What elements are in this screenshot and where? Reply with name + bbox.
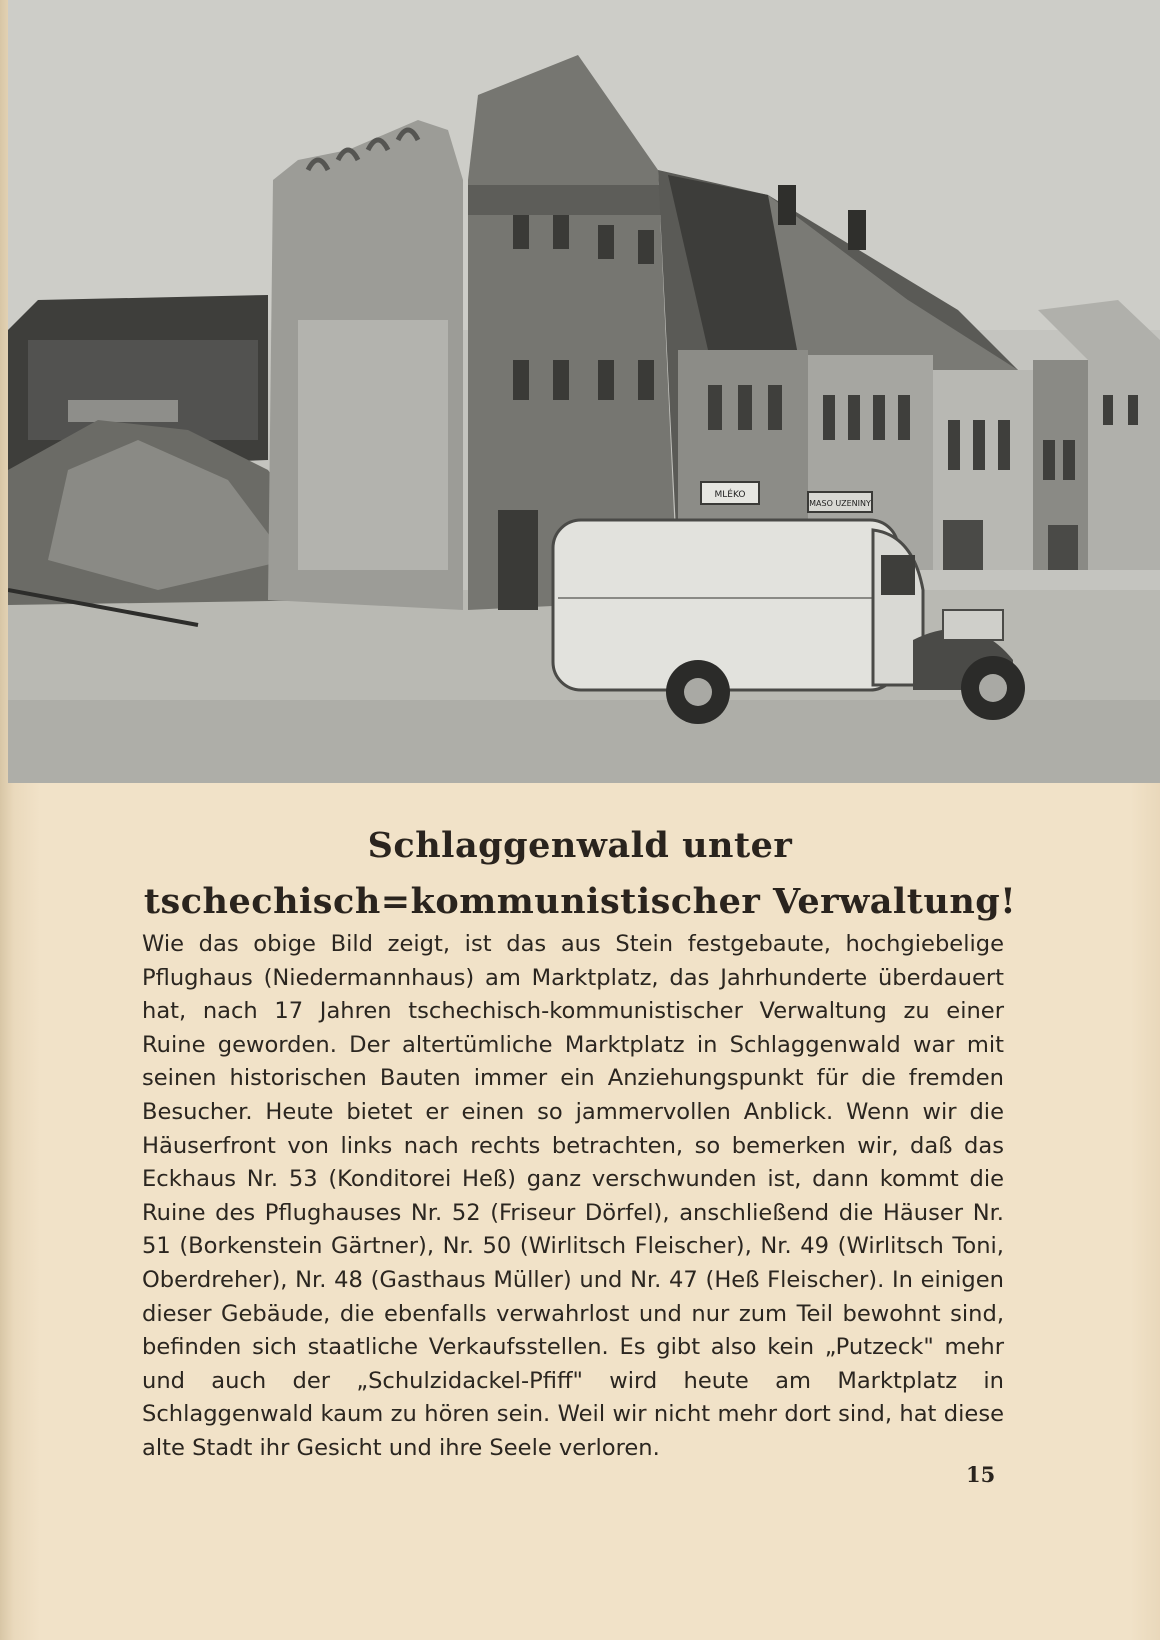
- article-body: Wie das obige Bild zeigt, ist das aus Stein festgebaute, hochgiebelige Pflughaus (Niedermannhaus) am Marktplatz, das Jahrhunderte überdauert hat, nach 17 Jahren tschechisch-kommunistischer Verwaltung zu einer Ruine geworden. Der altertümliche Marktplatz in Schlaggenwald war mit seinen historischen Bauten immer ein Anziehungspunkt für die fremden Besucher. Heute bietet er einen so jammervollen Anblick. Wenn wir die Häuserfront von links nach rechts betrachten, so bemerken wir, daß das Eckhaus Nr. 53 (Konditorei Heß) ganz verschwunden ist, dann kommt die Ruine des Pflughauses Nr. 52 (Friseur Dörfel), anschließend die Häuser Nr. 51 (Borkenstein Gärtner), Nr. 50 (Wirlitsch Fleischer), Nr. 49 (Wirlitsch Toni, Oberdreher), Nr. 48 (Gasthaus Müller) und Nr. 47 (Heß Fleischer). In einigen dieser Gebäude, die ebenfalls verwahrlost und nur zum Teil bewohnt sind, befinden sich staatliche Verkaufsstellen. Es gibt also kein „Putzeck" mehr und auch der „Schulzidackel-Pfiff" wird heute am Marktplatz in Schlaggenwald kaum zu hören sein. Weil wir nicht mehr dort sind, hat diese alte Stadt ihr Gesicht und ihre Seele verloren.: [142, 931, 1004, 1461]
- page-number: 15: [966, 1462, 996, 1487]
- shop-sign-maso: MASO UZENINY: [809, 499, 871, 508]
- article-headline: Schlaggenwald unter tschechisch=kommunistischer Verwaltung!: [143, 825, 1017, 922]
- marketplace-photo: [8, 0, 1160, 783]
- shop-sign-mleko: MLÉKO: [714, 490, 746, 500]
